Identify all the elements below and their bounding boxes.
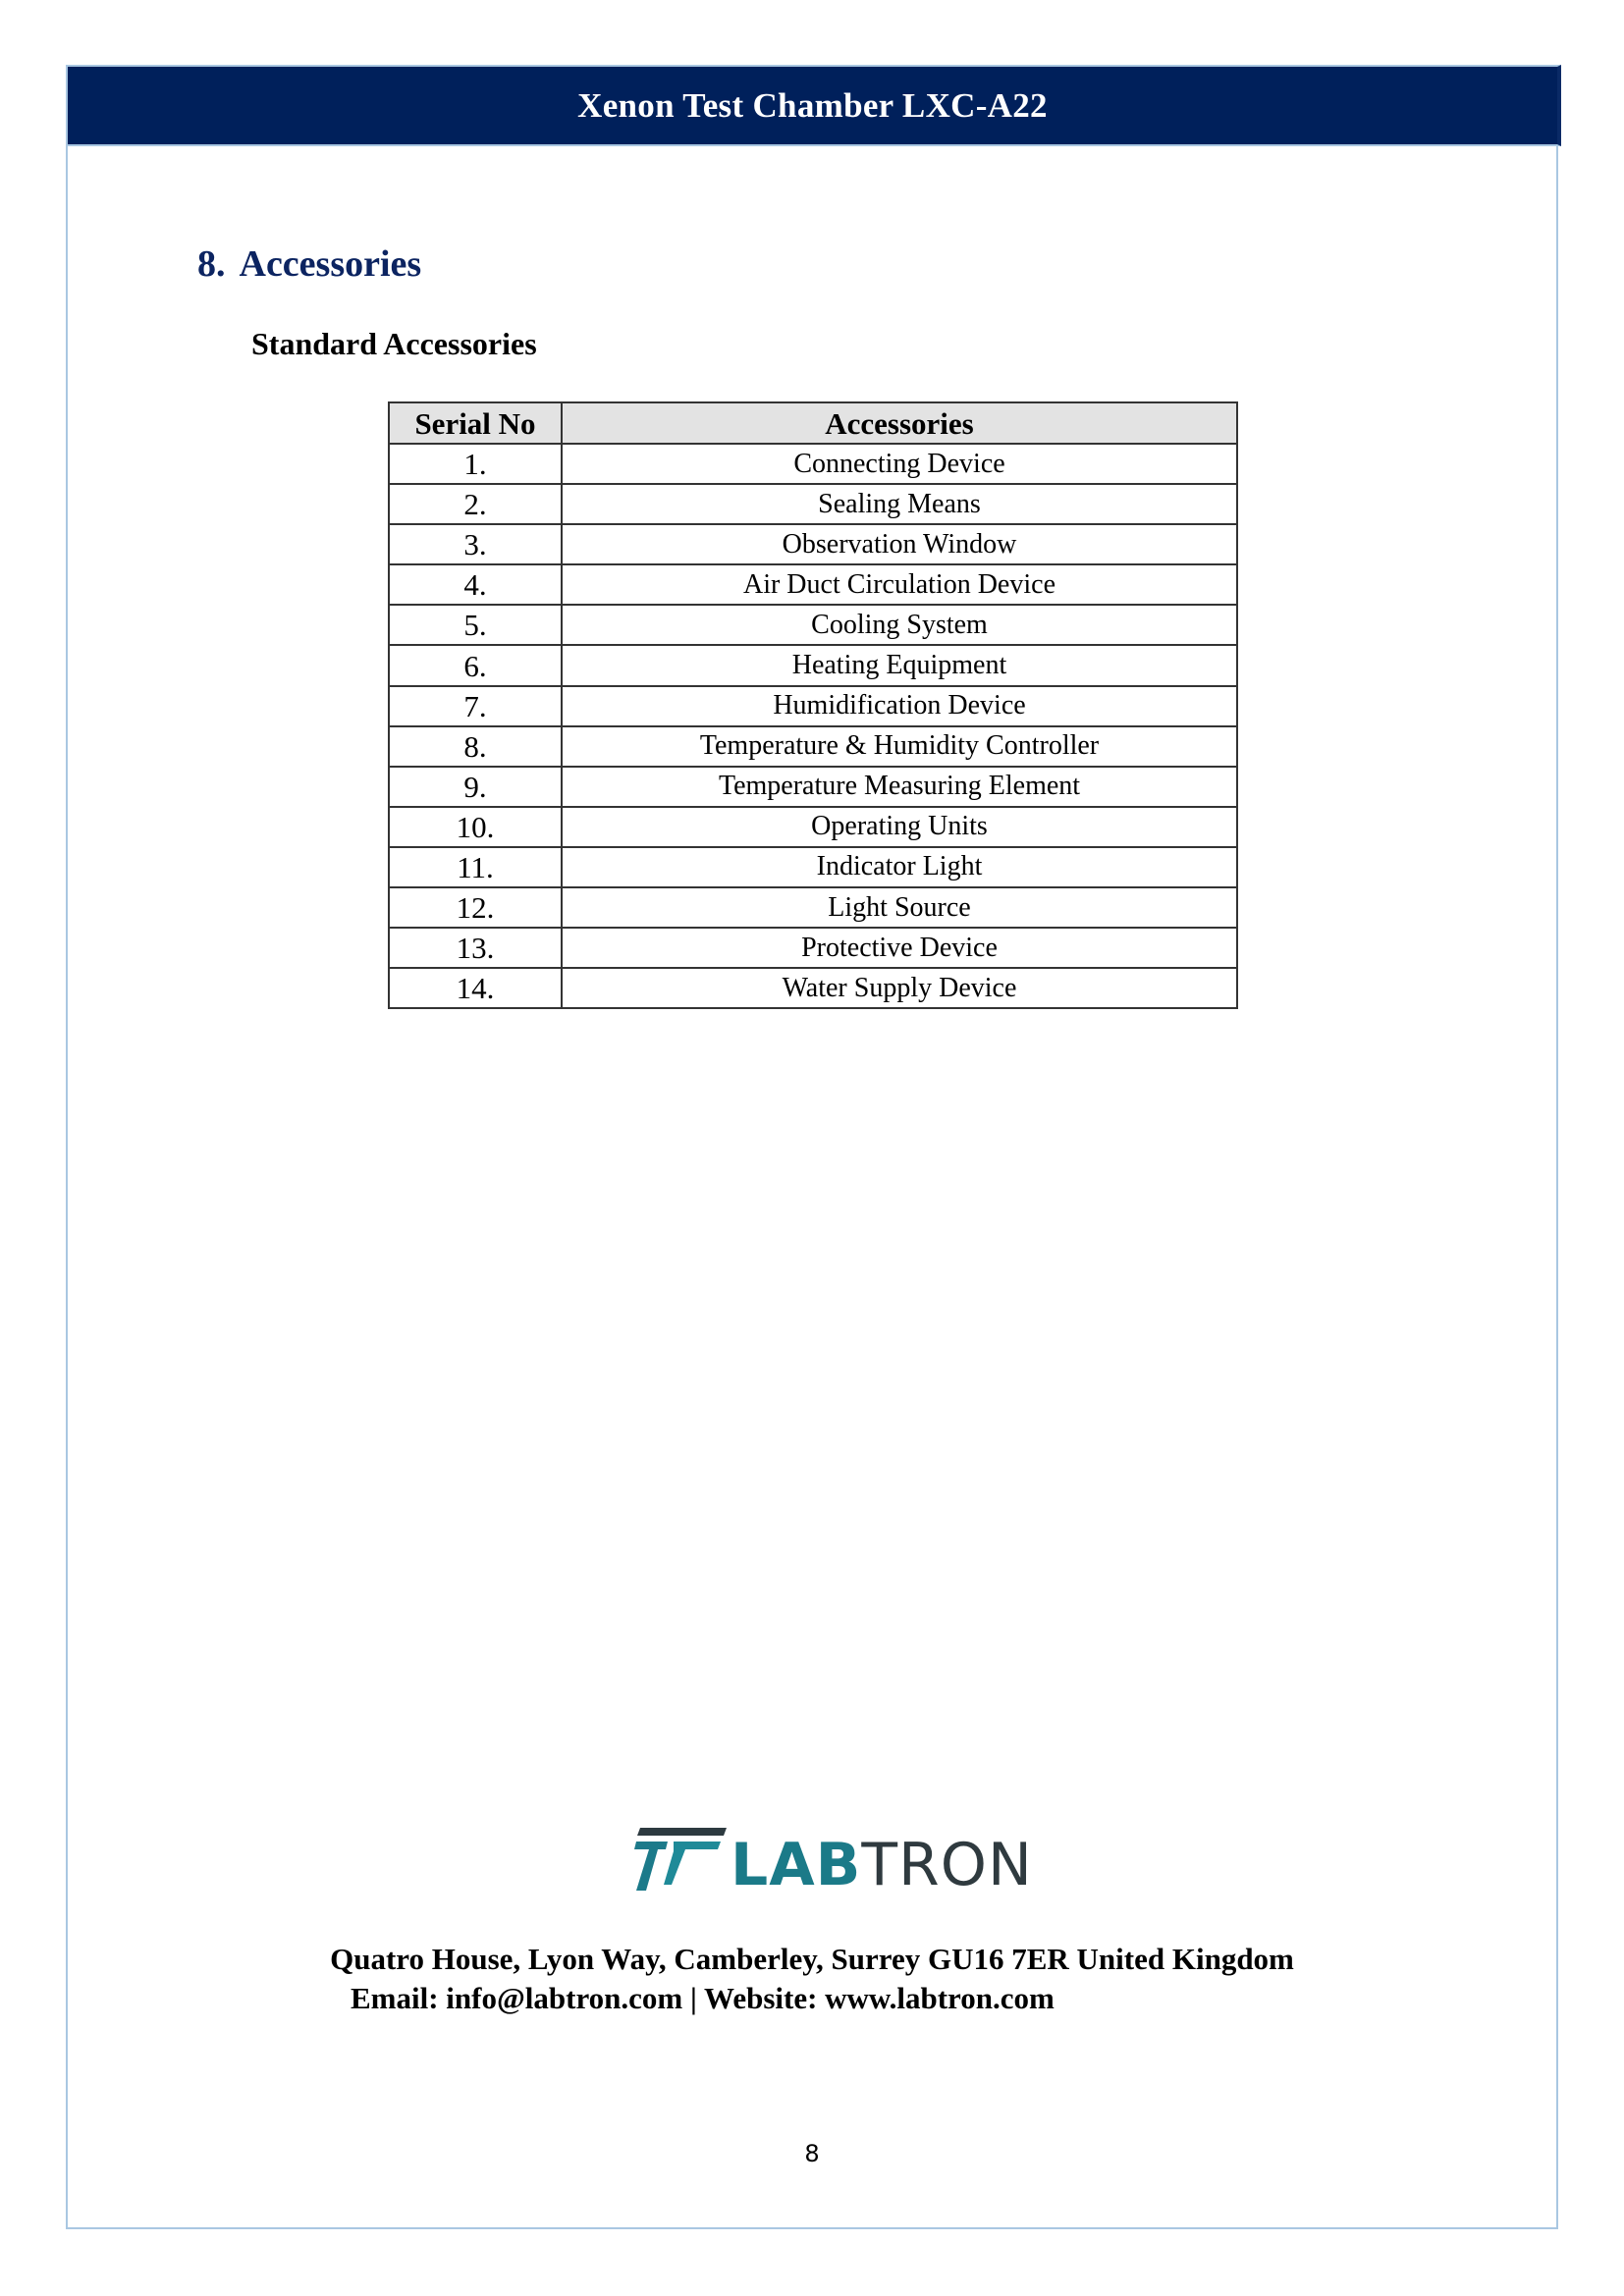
table-row bbox=[389, 928, 1237, 968]
footer-address: Quatro House, Lyon Way, Camberley, Surrey GU16 7ER United Kingdom bbox=[330, 1942, 1294, 1976]
table-row bbox=[389, 605, 1237, 645]
accessory-cell: Temperature Measuring Element bbox=[562, 767, 1237, 807]
table-row bbox=[389, 564, 1237, 605]
logo-wordmark bbox=[731, 1831, 1033, 1899]
section-number: 8. bbox=[197, 243, 226, 285]
accessory-cell: Temperature & Humidity Controller bbox=[562, 726, 1237, 767]
table-row bbox=[389, 686, 1237, 726]
section-title: Accessories bbox=[239, 243, 422, 285]
table-row bbox=[389, 968, 1237, 1008]
labtron-logo bbox=[628, 1828, 1033, 1899]
accessory-cell: Indicator Light bbox=[562, 847, 1237, 887]
accessory-cell: Protective Device bbox=[562, 928, 1237, 968]
serial-cell: 9. bbox=[389, 767, 562, 807]
logo-text-tron: TRON bbox=[861, 1831, 1033, 1899]
table-row bbox=[389, 524, 1237, 564]
document-title: Xenon Test Chamber LXC-A22 bbox=[577, 85, 1048, 125]
section-heading bbox=[197, 242, 421, 286]
accessory-cell: Humidification Device bbox=[562, 686, 1237, 726]
serial-cell: 10. bbox=[389, 807, 562, 847]
accessory-cell: Observation Window bbox=[562, 524, 1237, 564]
accessory-cell: Heating Equipment bbox=[562, 645, 1237, 685]
accessory-cell: Sealing Means bbox=[562, 484, 1237, 524]
accessory-cell: Air Duct Circulation Device bbox=[562, 564, 1237, 605]
serial-cell: 5. bbox=[389, 605, 562, 645]
labtron-t-logo-icon bbox=[628, 1828, 727, 1898]
serial-cell: 13. bbox=[389, 928, 562, 968]
accessory-cell: Connecting Device bbox=[562, 444, 1237, 484]
document-header bbox=[66, 65, 1561, 146]
accessory-cell: Cooling System bbox=[562, 605, 1237, 645]
accessory-cell: Operating Units bbox=[562, 807, 1237, 847]
serial-cell: 3. bbox=[389, 524, 562, 564]
footer-contact: Email: info@labtron.com | Website: www.labtron.com bbox=[351, 1981, 1055, 2015]
table-row bbox=[389, 887, 1237, 928]
table-row bbox=[389, 847, 1237, 887]
table-row bbox=[389, 726, 1237, 767]
accessory-cell: Water Supply Device bbox=[562, 968, 1237, 1008]
table-row bbox=[389, 444, 1237, 484]
table-row bbox=[389, 767, 1237, 807]
column-header-accessories: Accessories bbox=[562, 402, 1237, 444]
logo-text-lab: LAB bbox=[731, 1831, 862, 1899]
page-number: 8 bbox=[804, 2140, 820, 2167]
page-frame bbox=[66, 65, 1558, 2229]
table-row bbox=[389, 807, 1237, 847]
serial-cell: 8. bbox=[389, 726, 562, 767]
column-header-serial: Serial No bbox=[389, 402, 562, 444]
accessory-cell: Light Source bbox=[562, 887, 1237, 928]
serial-cell: 11. bbox=[389, 847, 562, 887]
table-row bbox=[389, 645, 1237, 685]
serial-cell: 7. bbox=[389, 686, 562, 726]
table-header-row bbox=[389, 402, 1237, 444]
serial-cell: 14. bbox=[389, 968, 562, 1008]
accessories-table bbox=[388, 401, 1238, 1009]
serial-cell: 1. bbox=[389, 444, 562, 484]
serial-cell: 6. bbox=[389, 645, 562, 685]
serial-cell: 4. bbox=[389, 564, 562, 605]
sub-heading: Standard Accessories bbox=[251, 326, 537, 361]
serial-cell: 2. bbox=[389, 484, 562, 524]
table-row bbox=[389, 484, 1237, 524]
serial-cell: 12. bbox=[389, 887, 562, 928]
